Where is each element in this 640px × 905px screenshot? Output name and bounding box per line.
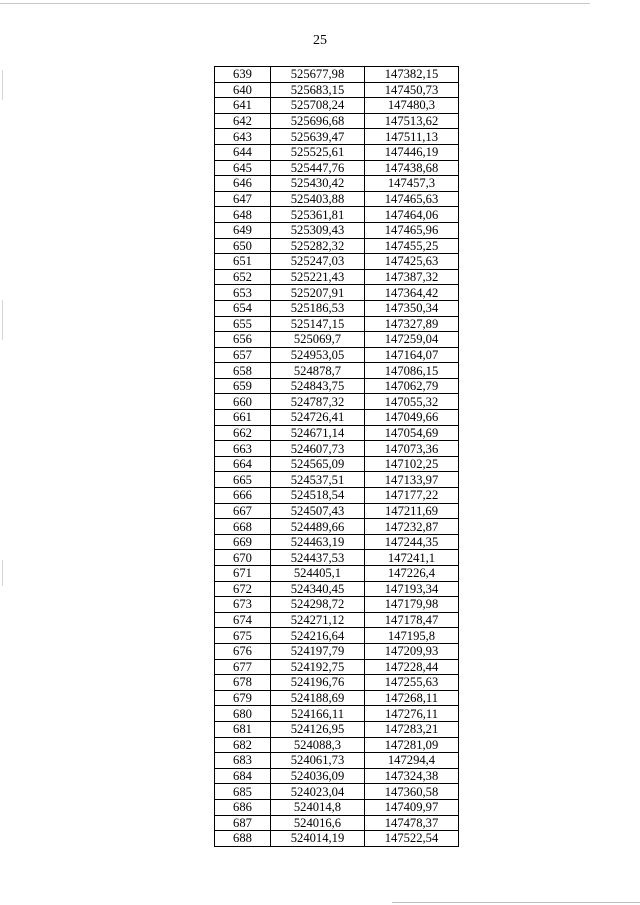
table-row	[215, 566, 459, 582]
y-coordinate-cell: 147073,36	[365, 441, 459, 457]
point-number-cell: 681	[215, 721, 271, 737]
x-coordinate-cell: 524216,64	[271, 628, 365, 644]
y-coordinate-cell: 147209,93	[365, 643, 459, 659]
y-coordinate-cell: 147177,22	[365, 488, 459, 504]
table-row	[215, 176, 459, 192]
x-coordinate-cell: 524518,54	[271, 488, 365, 504]
y-coordinate-cell: 147193,34	[365, 581, 459, 597]
y-coordinate-cell: 147228,44	[365, 659, 459, 675]
table-row	[215, 441, 459, 457]
table-row	[215, 737, 459, 753]
table-row	[215, 519, 459, 535]
scan-edge-top	[0, 3, 590, 4]
table-row	[215, 378, 459, 394]
table-row	[215, 207, 459, 223]
y-coordinate-cell: 147054,69	[365, 425, 459, 441]
x-coordinate-cell: 524787,32	[271, 394, 365, 410]
table-row	[215, 612, 459, 628]
table-row	[215, 721, 459, 737]
y-coordinate-cell: 147382,15	[365, 67, 459, 83]
point-number-cell: 642	[215, 113, 271, 129]
table-row	[215, 597, 459, 613]
table-row	[215, 67, 459, 83]
point-number-cell: 668	[215, 519, 271, 535]
x-coordinate-cell: 524843,75	[271, 378, 365, 394]
point-number-cell: 658	[215, 363, 271, 379]
x-coordinate-cell: 524726,41	[271, 410, 365, 426]
y-coordinate-cell: 147478,37	[365, 815, 459, 831]
y-coordinate-cell: 147102,25	[365, 456, 459, 472]
y-coordinate-cell: 147211,69	[365, 503, 459, 519]
table-row	[215, 82, 459, 98]
x-coordinate-cell: 524016,6	[271, 815, 365, 831]
x-coordinate-cell: 524537,51	[271, 472, 365, 488]
coordinates-table-body	[215, 67, 459, 847]
y-coordinate-cell: 147133,97	[365, 472, 459, 488]
table-row	[215, 799, 459, 815]
point-number-cell: 670	[215, 550, 271, 566]
x-coordinate-cell: 525247,03	[271, 254, 365, 270]
table-row	[215, 768, 459, 784]
table-row	[215, 706, 459, 722]
x-coordinate-cell: 525525,61	[271, 144, 365, 160]
y-coordinate-cell: 147327,89	[365, 316, 459, 332]
table-row	[215, 254, 459, 270]
point-number-cell: 680	[215, 706, 271, 722]
x-coordinate-cell: 525447,76	[271, 160, 365, 176]
table-row	[215, 285, 459, 301]
table-row	[215, 815, 459, 831]
point-number-cell: 687	[215, 815, 271, 831]
x-coordinate-cell: 525696,68	[271, 113, 365, 129]
x-coordinate-cell: 524489,66	[271, 519, 365, 535]
y-coordinate-cell: 147179,98	[365, 597, 459, 613]
point-number-cell: 666	[215, 488, 271, 504]
point-number-cell: 651	[215, 254, 271, 270]
point-number-cell: 665	[215, 472, 271, 488]
table-row	[215, 425, 459, 441]
x-coordinate-cell: 525069,7	[271, 332, 365, 348]
y-coordinate-cell: 147446,19	[365, 144, 459, 160]
point-number-cell: 659	[215, 378, 271, 394]
x-coordinate-cell: 524088,3	[271, 737, 365, 753]
x-coordinate-cell: 524271,12	[271, 612, 365, 628]
y-coordinate-cell: 147195,8	[365, 628, 459, 644]
x-coordinate-cell: 524023,04	[271, 784, 365, 800]
x-coordinate-cell: 525430,42	[271, 176, 365, 192]
point-number-cell: 655	[215, 316, 271, 332]
y-coordinate-cell: 147522,54	[365, 831, 459, 847]
point-number-cell: 661	[215, 410, 271, 426]
point-number-cell: 675	[215, 628, 271, 644]
x-coordinate-cell: 525207,91	[271, 285, 365, 301]
y-coordinate-cell: 147455,25	[365, 238, 459, 254]
table-row	[215, 269, 459, 285]
scan-mark	[2, 70, 3, 100]
point-number-cell: 646	[215, 176, 271, 192]
y-coordinate-cell: 147049,66	[365, 410, 459, 426]
point-number-cell: 652	[215, 269, 271, 285]
x-coordinate-cell: 525361,81	[271, 207, 365, 223]
point-number-cell: 641	[215, 98, 271, 114]
y-coordinate-cell: 147457,3	[365, 176, 459, 192]
point-number-cell: 656	[215, 332, 271, 348]
point-number-cell: 671	[215, 566, 271, 582]
point-number-cell: 640	[215, 82, 271, 98]
table-row	[215, 659, 459, 675]
x-coordinate-cell: 525186,53	[271, 300, 365, 316]
point-number-cell: 664	[215, 456, 271, 472]
scan-edge-bottom	[392, 902, 640, 903]
point-number-cell: 662	[215, 425, 271, 441]
point-number-cell: 657	[215, 347, 271, 363]
x-coordinate-cell: 525683,15	[271, 82, 365, 98]
y-coordinate-cell: 147241,1	[365, 550, 459, 566]
table-row	[215, 363, 459, 379]
point-number-cell: 648	[215, 207, 271, 223]
table-row	[215, 316, 459, 332]
x-coordinate-cell: 524507,43	[271, 503, 365, 519]
point-number-cell: 660	[215, 394, 271, 410]
x-coordinate-cell: 524878,7	[271, 363, 365, 379]
x-coordinate-cell: 524340,45	[271, 581, 365, 597]
table-row	[215, 394, 459, 410]
scan-mark	[2, 300, 3, 340]
point-number-cell: 679	[215, 690, 271, 706]
y-coordinate-cell: 147178,47	[365, 612, 459, 628]
y-coordinate-cell: 147465,96	[365, 222, 459, 238]
x-coordinate-cell: 524036,09	[271, 768, 365, 784]
y-coordinate-cell: 147086,15	[365, 363, 459, 379]
table-row	[215, 191, 459, 207]
x-coordinate-cell: 524565,09	[271, 456, 365, 472]
table-row	[215, 113, 459, 129]
table-row	[215, 534, 459, 550]
x-coordinate-cell: 524196,76	[271, 675, 365, 691]
table-row	[215, 300, 459, 316]
x-coordinate-cell: 525639,47	[271, 129, 365, 145]
table-row	[215, 98, 459, 114]
table-row	[215, 222, 459, 238]
point-number-cell: 678	[215, 675, 271, 691]
x-coordinate-cell: 525677,98	[271, 67, 365, 83]
table-row	[215, 831, 459, 847]
table-row	[215, 472, 459, 488]
point-number-cell: 685	[215, 784, 271, 800]
x-coordinate-cell: 525282,32	[271, 238, 365, 254]
y-coordinate-cell: 147409,97	[365, 799, 459, 815]
point-number-cell: 683	[215, 753, 271, 769]
y-coordinate-cell: 147425,63	[365, 254, 459, 270]
point-number-cell: 639	[215, 67, 271, 83]
x-coordinate-cell: 524014,19	[271, 831, 365, 847]
x-coordinate-cell: 524607,73	[271, 441, 365, 457]
x-coordinate-cell: 525403,88	[271, 191, 365, 207]
x-coordinate-cell: 524192,75	[271, 659, 365, 675]
table-row	[215, 581, 459, 597]
x-coordinate-cell: 524188,69	[271, 690, 365, 706]
x-coordinate-cell: 525221,43	[271, 269, 365, 285]
point-number-cell: 643	[215, 129, 271, 145]
point-number-cell: 667	[215, 503, 271, 519]
x-coordinate-cell: 525147,15	[271, 316, 365, 332]
point-number-cell: 682	[215, 737, 271, 753]
point-number-cell: 674	[215, 612, 271, 628]
y-coordinate-cell: 147232,87	[365, 519, 459, 535]
table-row	[215, 643, 459, 659]
table-row	[215, 160, 459, 176]
table-row	[215, 238, 459, 254]
y-coordinate-cell: 147387,32	[365, 269, 459, 285]
point-number-cell: 649	[215, 222, 271, 238]
y-coordinate-cell: 147480,3	[365, 98, 459, 114]
point-number-cell: 684	[215, 768, 271, 784]
y-coordinate-cell: 147360,58	[365, 784, 459, 800]
x-coordinate-cell: 524298,72	[271, 597, 365, 613]
table-row	[215, 144, 459, 160]
y-coordinate-cell: 147350,34	[365, 300, 459, 316]
coordinates-table	[214, 66, 459, 847]
table-row	[215, 550, 459, 566]
y-coordinate-cell: 147244,35	[365, 534, 459, 550]
table-row	[215, 628, 459, 644]
x-coordinate-cell: 524405,1	[271, 566, 365, 582]
table-row	[215, 503, 459, 519]
point-number-cell: 654	[215, 300, 271, 316]
point-number-cell: 676	[215, 643, 271, 659]
y-coordinate-cell: 147281,09	[365, 737, 459, 753]
x-coordinate-cell: 524166,11	[271, 706, 365, 722]
point-number-cell: 672	[215, 581, 271, 597]
y-coordinate-cell: 147324,38	[365, 768, 459, 784]
y-coordinate-cell: 147464,06	[365, 207, 459, 223]
x-coordinate-cell: 524061,73	[271, 753, 365, 769]
x-coordinate-cell: 524197,79	[271, 643, 365, 659]
table-row	[215, 129, 459, 145]
y-coordinate-cell: 147294,4	[365, 753, 459, 769]
table-row	[215, 488, 459, 504]
table-row	[215, 690, 459, 706]
table-row	[215, 675, 459, 691]
point-number-cell: 688	[215, 831, 271, 847]
table-row	[215, 456, 459, 472]
x-coordinate-cell: 524953,05	[271, 347, 365, 363]
x-coordinate-cell: 524014,8	[271, 799, 365, 815]
x-coordinate-cell: 524126,95	[271, 721, 365, 737]
y-coordinate-cell: 147465,63	[365, 191, 459, 207]
y-coordinate-cell: 147364,42	[365, 285, 459, 301]
point-number-cell: 645	[215, 160, 271, 176]
y-coordinate-cell: 147062,79	[365, 378, 459, 394]
point-number-cell: 647	[215, 191, 271, 207]
x-coordinate-cell: 525708,24	[271, 98, 365, 114]
table-row	[215, 753, 459, 769]
y-coordinate-cell: 147259,04	[365, 332, 459, 348]
y-coordinate-cell: 147513,62	[365, 113, 459, 129]
y-coordinate-cell: 147450,73	[365, 82, 459, 98]
scan-mark	[2, 560, 3, 586]
x-coordinate-cell: 524437,53	[271, 550, 365, 566]
y-coordinate-cell: 147276,11	[365, 706, 459, 722]
table-row	[215, 347, 459, 363]
y-coordinate-cell: 147164,07	[365, 347, 459, 363]
x-coordinate-cell: 525309,43	[271, 222, 365, 238]
y-coordinate-cell: 147255,63	[365, 675, 459, 691]
table-row	[215, 332, 459, 348]
x-coordinate-cell: 524463,19	[271, 534, 365, 550]
y-coordinate-cell: 147055,32	[365, 394, 459, 410]
point-number-cell: 650	[215, 238, 271, 254]
y-coordinate-cell: 147438,68	[365, 160, 459, 176]
y-coordinate-cell: 147226,4	[365, 566, 459, 582]
table-row	[215, 410, 459, 426]
point-number-cell: 677	[215, 659, 271, 675]
point-number-cell: 669	[215, 534, 271, 550]
point-number-cell: 663	[215, 441, 271, 457]
page-number: 25	[313, 33, 327, 48]
y-coordinate-cell: 147268,11	[365, 690, 459, 706]
point-number-cell: 686	[215, 799, 271, 815]
point-number-cell: 644	[215, 144, 271, 160]
y-coordinate-cell: 147283,21	[365, 721, 459, 737]
table-row	[215, 784, 459, 800]
y-coordinate-cell: 147511,13	[365, 129, 459, 145]
x-coordinate-cell: 524671,14	[271, 425, 365, 441]
point-number-cell: 653	[215, 285, 271, 301]
point-number-cell: 673	[215, 597, 271, 613]
